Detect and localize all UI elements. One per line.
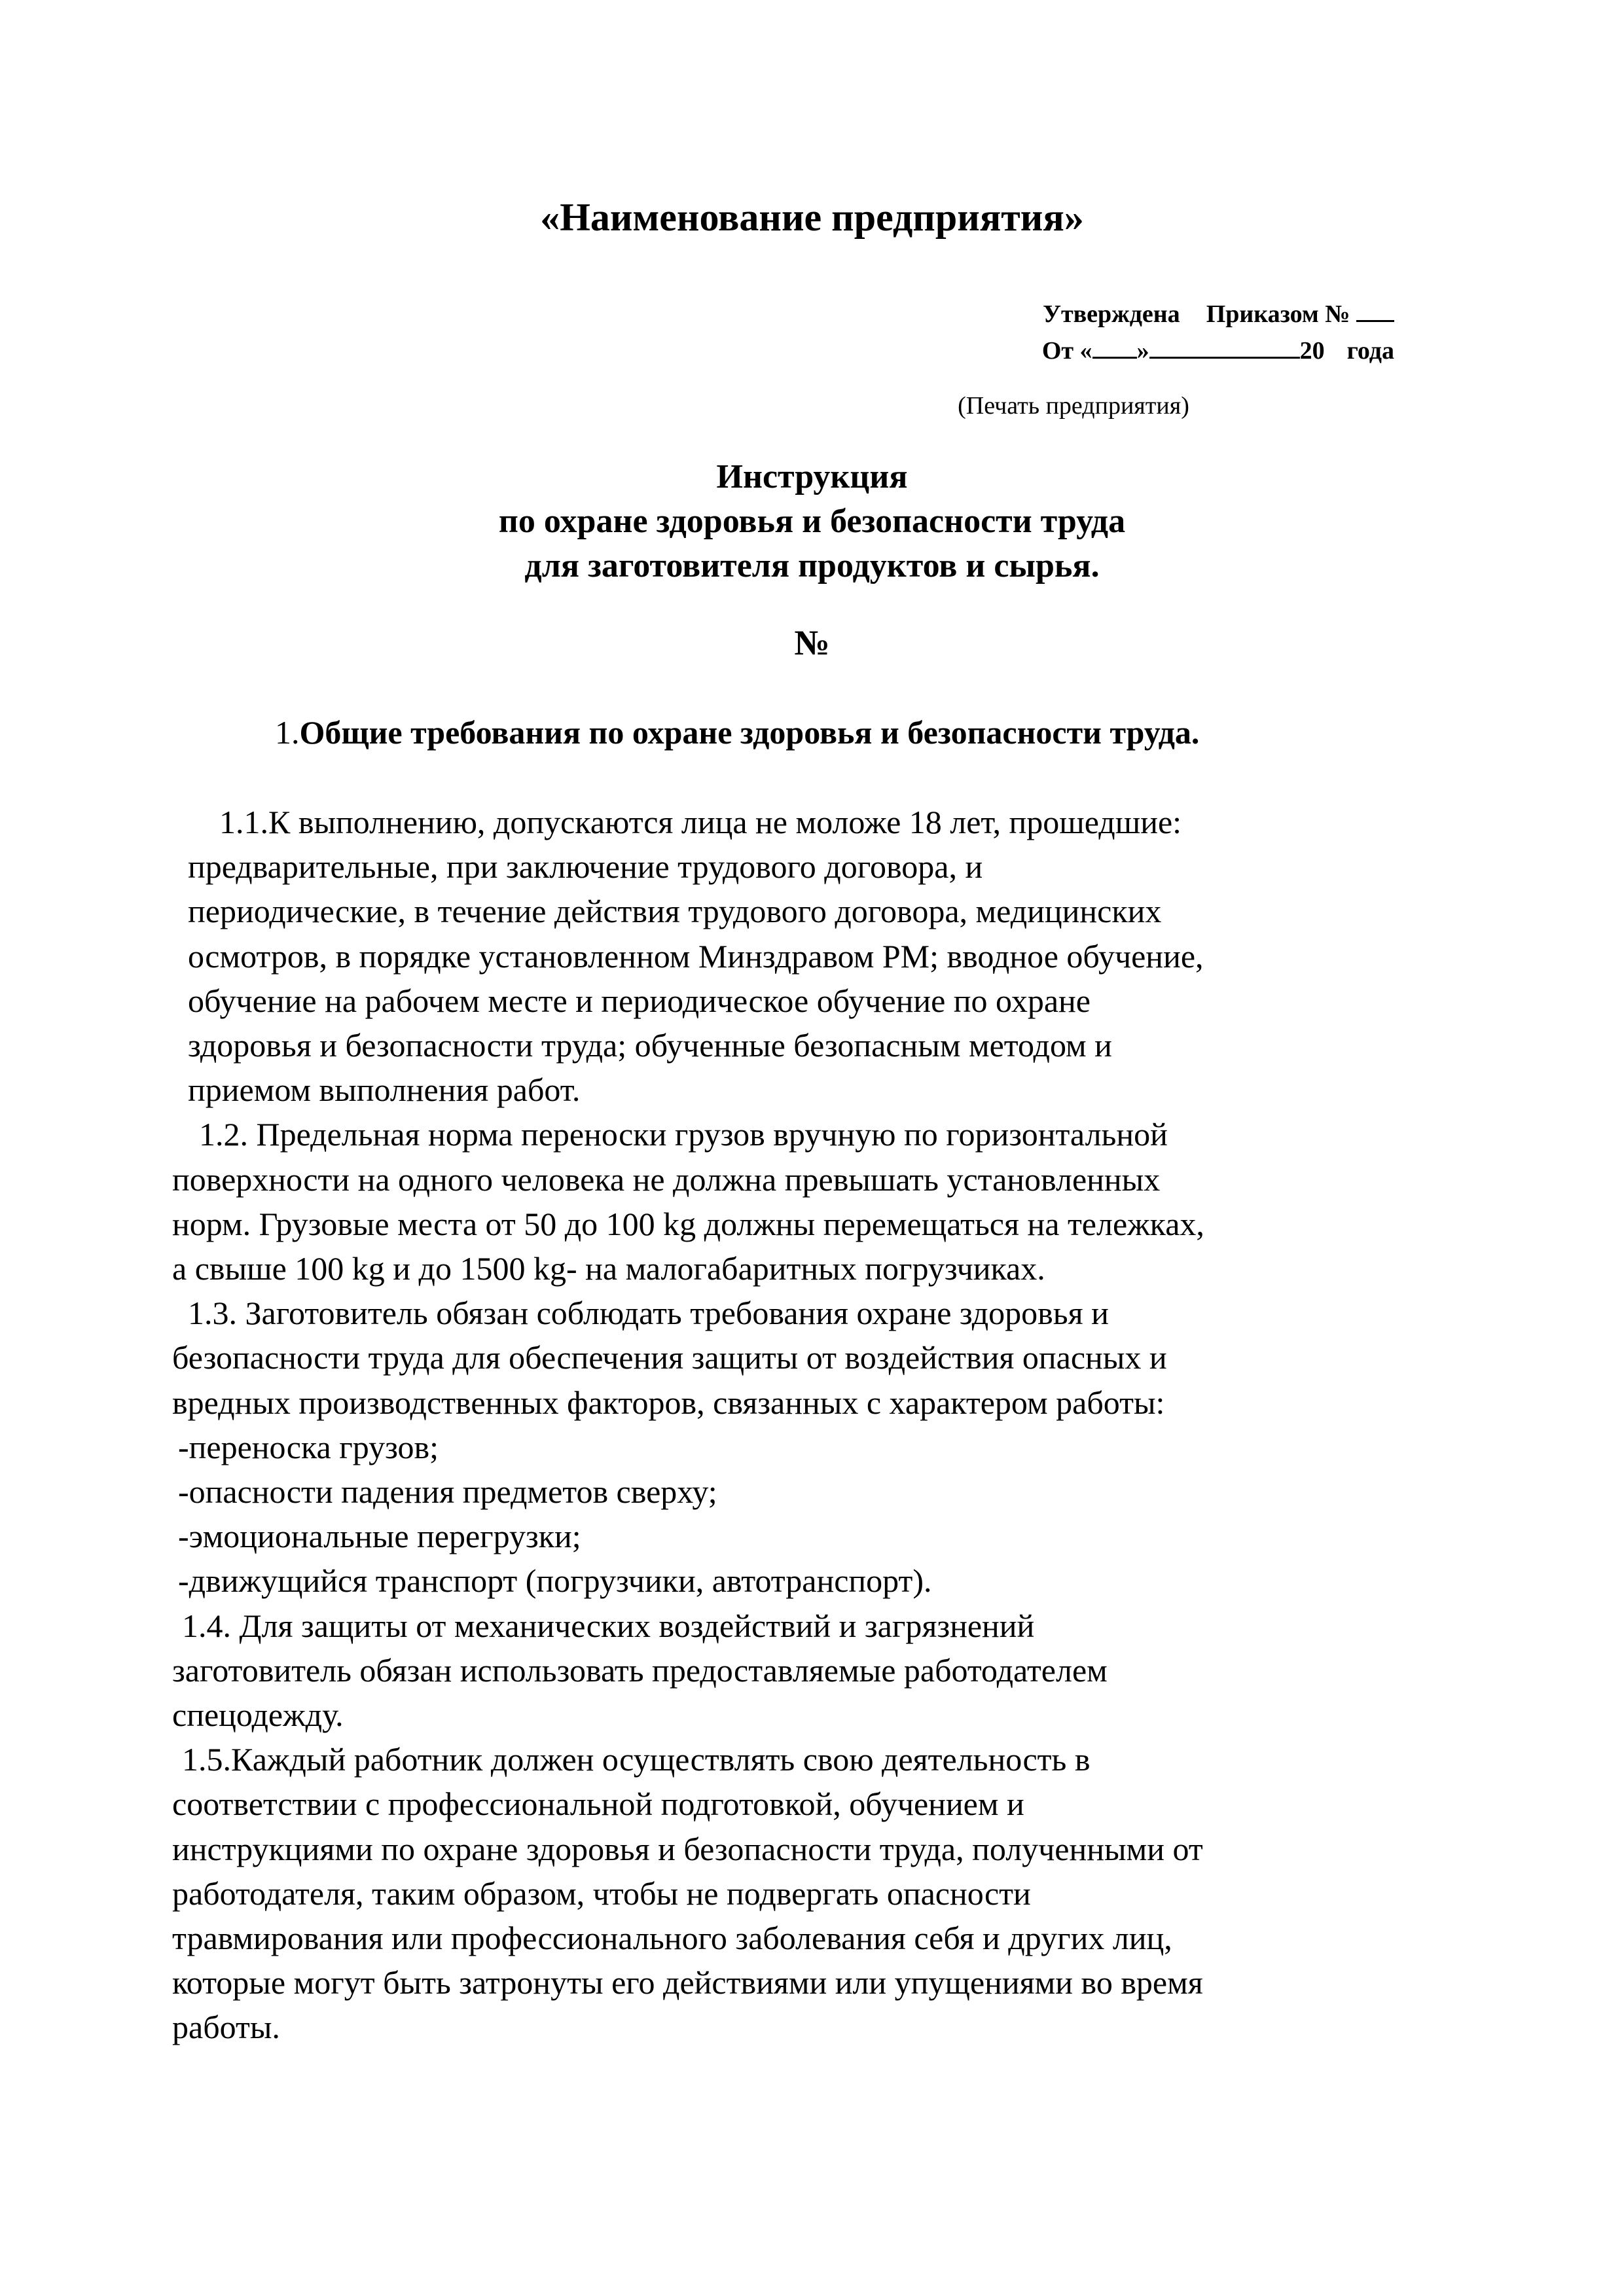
- section-1-heading: [275, 709, 1453, 755]
- clause-line: работодателя, таким образом, чтобы не подвергать опасности: [172, 1874, 1031, 1912]
- year-prefix: 20: [1299, 337, 1325, 365]
- clause-line: спецодежду.: [172, 1696, 344, 1734]
- clause-line: 1.2. Предельная норма переноски грузов вручную по горизонтальной: [199, 1116, 1168, 1153]
- hazard-item: -переноска грузов;: [178, 1428, 439, 1465]
- clause-line: которые могут быть затронуты его действиями или упущениями во время: [172, 1964, 1203, 2001]
- from-close: »: [1136, 337, 1149, 365]
- clause-line: осмотров, в порядке установленном Минздравом РМ; вводное обучение,: [188, 937, 1204, 975]
- title-line-1: Инструкция: [716, 458, 908, 495]
- clause-line: а свыше 100 kg и до 1500 kg- на малогабаритных погрузчиках.: [172, 1250, 1045, 1287]
- hazard-item: -эмоциональные перегрузки;: [178, 1518, 581, 1555]
- hazard-item: -опасности падения предметов сверху;: [178, 1473, 717, 1511]
- order-label: Приказом №: [1206, 300, 1350, 328]
- approval-line-order: [969, 296, 1394, 332]
- title-line-3: для заготовителя продуктов и сырья.: [524, 547, 1100, 584]
- clause-1-5: [0, 1737, 1624, 2049]
- instruction-number: №: [794, 623, 830, 662]
- clause-line: инструкциями по охране здоровья и безопасности труда, полученными от: [172, 1830, 1203, 1867]
- hazard-list: [0, 1425, 1624, 1604]
- clause-line: поверхности на одного человека не должна превышать установленных: [172, 1160, 1161, 1198]
- day-blank: [1092, 334, 1137, 359]
- clause-line: здоровья и безопасности труда; обученные безопасным методом и: [188, 1027, 1112, 1064]
- clause-line: приемом выполнения работ.: [188, 1071, 581, 1109]
- section-1-number: 1.: [275, 714, 300, 751]
- clause-line: обучение на рабочем месте и периодическое обучение по охране: [188, 982, 1091, 1019]
- title-line-2: по охране здоровья и безопасности труда: [498, 503, 1126, 540]
- clause-line: безопасности труда для обеспечения защиты от воздействия опасных и: [172, 1339, 1167, 1376]
- clause-line: заготовитель обязан использовать предоставляемые работодателем: [172, 1651, 1108, 1689]
- approved-label: Утверждена: [1043, 300, 1180, 328]
- section-1-title: Общие требования по охране здоровья и безопасности труда.: [299, 714, 1200, 751]
- company-name: «Наименование предприятия»: [540, 196, 1084, 239]
- instruction-title: [0, 455, 1624, 588]
- clause-1-3: [0, 1291, 1624, 1425]
- approval-line-date: [969, 332, 1394, 369]
- month-blank: [1149, 334, 1300, 359]
- clause-line: работы.: [172, 2009, 280, 2046]
- clause-line: вредных производственных факторов, связанных с характером работы:: [172, 1384, 1165, 1421]
- clause-line: соответствии с профессиональной подготовкой, обучением и: [172, 1785, 1024, 1823]
- section-1-body: [0, 800, 1624, 2050]
- clause-line: 1.3. Заготовитель обязан соблюдать требования охране здоровья и: [188, 1295, 1109, 1332]
- order-number-blank: [1356, 298, 1394, 322]
- clause-line: норм. Грузовые места от 50 до 100 kg должны перемещаться на тележках,: [172, 1205, 1204, 1242]
- year-label: года: [1346, 337, 1394, 365]
- approval-block: [969, 296, 1394, 369]
- clause-line: 1.1.К выполнению, допускаются лица не моложе 18 лет, прошедшие:: [219, 804, 1182, 840]
- clause-line: периодические, в течение действия трудового договора, медицинских: [188, 893, 1162, 930]
- clause-line: предварительные, при заключение трудового договора, и: [188, 848, 983, 886]
- from-label: От «: [1041, 337, 1092, 365]
- stamp-label: (Печать предприятия): [958, 392, 1189, 420]
- clause-line: 1.4. Для защиты от механических воздействий и загрязнений: [182, 1607, 1035, 1644]
- clause-line: травмирования или профессионального заболевания себя и других лиц,: [172, 1920, 1172, 1957]
- hazard-item: -движущийся транспорт (погрузчики, автотранспорт).: [178, 1562, 932, 1600]
- clause-1-4: [0, 1604, 1624, 1738]
- clause-line: 1.5.Каждый работник должен осуществлять свою деятельность в: [182, 1741, 1091, 1778]
- clause-1-1: [0, 800, 1624, 1112]
- clause-1-2: [0, 1112, 1624, 1291]
